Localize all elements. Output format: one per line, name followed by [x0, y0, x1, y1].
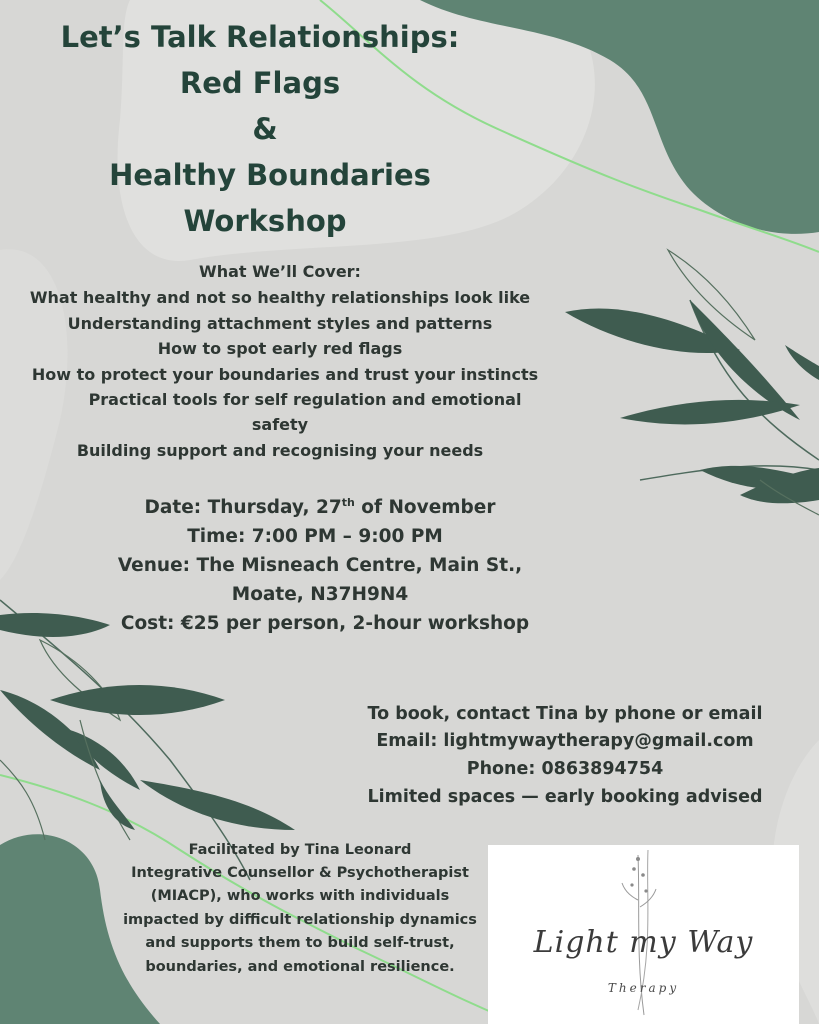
cover-item: Practical tools for self regulation and emotional	[88, 390, 522, 409]
title-line-1: Let’s Talk Relationships:	[60, 20, 460, 54]
facilitator-line: (MIACP), who works with individuals	[150, 888, 450, 904]
event-venue-line1: Venue: The Misneach Centre, Main St.,	[117, 555, 523, 576]
event-venue-line2: Moate, N37H9N4	[231, 584, 409, 605]
event-time: Time: 7:00 PM – 9:00 PM	[187, 526, 443, 547]
facilitator-line: Integrative Counsellor & Psychotherapist	[131, 865, 469, 881]
logo-script-text: Light my Way	[533, 925, 754, 960]
event-date	[110, 496, 530, 518]
contact-intro: To book, contact Tina by phone or email	[367, 704, 763, 724]
logo-sub-text: Therapy	[607, 981, 680, 995]
contact-note: Limited spaces — early booking advised	[367, 787, 763, 807]
event-date-suffix: th	[341, 496, 355, 509]
title-line-5: Workshop	[183, 204, 347, 238]
title-line-3: &	[252, 112, 278, 146]
green-blob-bottom-left	[0, 834, 160, 1024]
title-line-2: Red Flags	[179, 66, 341, 100]
leaf-branch-left	[0, 600, 295, 880]
cover-item: safety	[251, 415, 309, 434]
facilitator-line: and supports them to build self-trust,	[145, 935, 455, 951]
event-date-prefix: Date: Thursday, 27	[144, 497, 342, 519]
event-cost: Cost: €25 per person, 2-hour workshop	[120, 613, 530, 634]
facilitator-line: boundaries, and emotional resilience.	[145, 959, 455, 975]
cover-item: How to spot early red flags	[157, 339, 403, 358]
cover-item: How to protect your boundaries and trust your instincts	[31, 365, 539, 384]
cover-item: What healthy and not so healthy relationships look like	[29, 288, 531, 307]
contact-phone: Phone: 0863894754	[466, 759, 664, 779]
facilitator-line: impacted by difficult relationship dynamics	[123, 912, 477, 928]
leaf-branch-right	[565, 250, 819, 515]
title-line-4: Healthy Boundaries	[109, 158, 431, 192]
cover-item: Understanding attachment styles and patterns	[67, 314, 493, 333]
cover-heading: What We’ll Cover:	[199, 262, 361, 281]
cover-item: Building support and recognising your needs	[76, 441, 484, 460]
event-date-rest: of November	[354, 497, 496, 519]
contact-email: Email: lightmywaytherapy@gmail.com	[376, 731, 754, 751]
logo	[488, 845, 799, 1024]
facilitator-line: Facilitated by Tina Leonard	[188, 842, 412, 858]
